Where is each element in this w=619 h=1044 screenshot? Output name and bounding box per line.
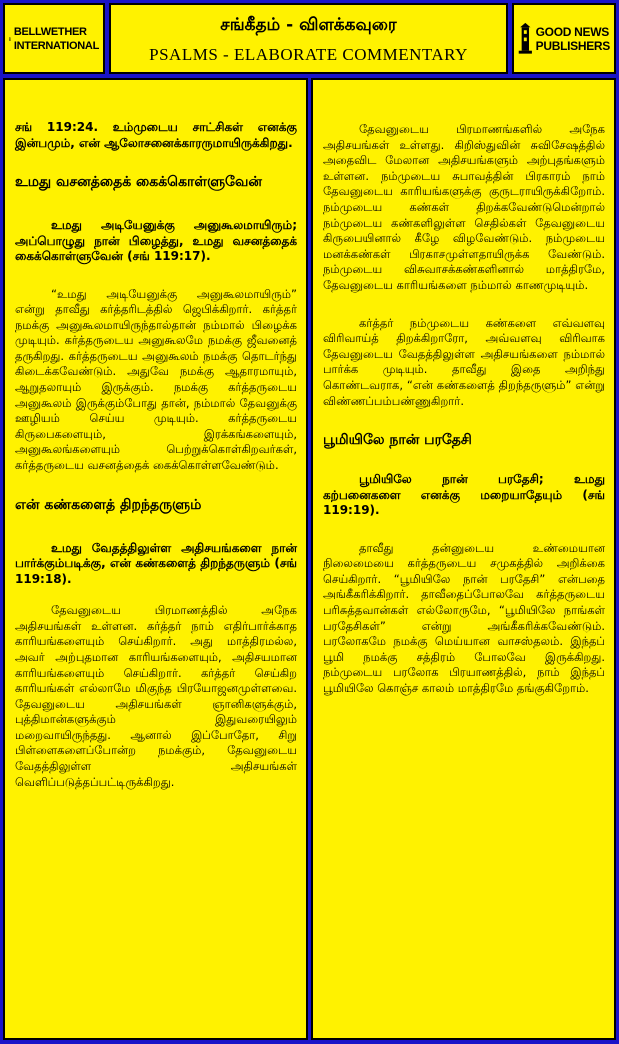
logo-line-2: PUBLISHERS (535, 38, 610, 53)
bellwether-sheep-icon (9, 17, 11, 61)
logo-line-2: INTERNATIONAL (13, 39, 99, 52)
section-heading-stranger: பூமியிலே நான் பரதேசி (323, 432, 472, 449)
verse-119-24: சங் 119:24. உம்முடைய சாட்சிகள் எனக்கு இன்பமும், என் ஆலோசனைக்காரருமாயிருக்கிறது. (15, 120, 297, 150)
paragraph: தேவனுடைய பிரமாணங்களில் அநேக அதிசயங்கள் உள்ளது. கிறிஸ்துவின் சுவிசேஷத்தில் அதைவிட மேலான அதிசயங்களும் அற்புதங்களும் உள்ளன. நம்முடைய சுபாவத்தின் பிரகாரம் நாம் தேவனுடைய காரியங்களுக்கு குருடராயிருக்கிறோம். நம்முடைய கண்கள் திறக்கவேண்டுமென்றால் நம்முடைய கண்களிலுள்ள செதில்கள் தேவனுடைய கிருபையினால் கீழே விழவேண்டும். நம்முடைய மனக்கண்கள் பிரகாசமுள்ளதாயிருக்க வேண்டும். நம்முடைய விசுவாசக்கண்களினால் மாத்திரமே, தேவனுடைய காரியங்களை நம்மால் காணமுடியும். (323, 122, 605, 292)
title-box (109, 3, 508, 74)
good-news-tower-icon (518, 17, 533, 61)
section-heading-keep-word: உமது வசனத்தைக் கைக்கொள்ளுவேன் (15, 174, 262, 190)
logo-line-1: GOOD NEWS (535, 24, 609, 39)
verse-119-19: பூமியிலே நான் பரதேசி; உமது கற்பனைகளை எனக்கு மறையாதேயும் (சங் 119:19). (323, 472, 605, 518)
right-column (311, 78, 616, 1040)
bellwether-logo-box (3, 3, 105, 74)
verse-119-18: உமது வேதத்திலுள்ள அதிசயங்களை நான் பார்க்கும்படிக்கு, என் கண்களைத் திறந்தருளும் (சங் 119:18). (15, 540, 297, 586)
logo-line-1: BELLWETHER (13, 25, 87, 38)
paragraph: தேவனுடைய பிரமாணத்தில் அநேக அதிசயங்கள் உள்ளன. கர்த்தர் நாம் எதிர்பார்க்காத காரியங்களையும் செய்கிறார். அது மாத்திரமல்ல, அவர் அற்புதமான காரியங்களையும், அதிசயமான காரியங்களையும் செய்கிறார். கர்த்தர் செய்கிற காரியங்கள் எல்லாமே மிகுந்த பிரயோஜனமுள்ளவை. தேவனுடைய அதிசயங்கள் ஞானிகளுக்கும், புத்திமான்களுக்கும் இதுவரையிலும் மறைவாயிருந்தது. ஆனால் இப்போதோ, சிறு பிள்ளைகளைப்போன்ற நமக்கும், தேவனுடைய வேதத்திலுள்ள அதிசயங்கள் வெளிப்படுத்தப்பட்டிருக்கிறது. (15, 603, 297, 789)
title-tamil: சங்கீதம் - விளக்கவுரை (220, 15, 397, 35)
title-english: PSALMS - ELABORATE COMMENTARY (149, 45, 468, 64)
section-heading-open-eyes: என் கண்களைத் திறந்தருளும் (15, 496, 202, 513)
paragraph: கர்த்தர் நம்முடைய கண்களை எவ்வளவு விரிவாய்த் திறக்கிறாரோ, அவ்வளவு விரிவாக தேவனுடைய வேதத்திலுள்ள அதிசயங்களை நம்மால் பார்க்க முடியும். தாவீது இதை அறிந்து கொண்டவராக, “என் கண்களைத் திறந்தருளும்” என்று விண்ணப்பம்பண்ணுகிறார். (323, 315, 605, 408)
good-news-logo-box (512, 3, 616, 74)
left-column (3, 78, 308, 1040)
paragraph: “உமது அடியேனுக்கு அனுகூலமாயிரும்” என்று தாவீது கர்த்தரிடத்தில் ஜெபிக்கிறார். கர்த்தர் நமக்கு அனுகூலமாயிருந்தால்தான் நம்மால் பிழைக்க முடியும். கர்த்தருடைய அனுகூலமே நமக்கு ஜீவனைத் தருகிறது. கர்த்தருடைய அனுகூலம் நமக்கு தொடர்ந்து கிடைக்கவேண்டும். அதுவே நமக்கு ஆதாரமாயும், ஆறுதலாயும் இருக்கும். நமக்கு கர்த்தருடைய அனுகூலம் இருக்கும்போது தான், நம்மால் தேவனுக்கு ஊழியம் செய்ய முடியும். கர்த்தருடைய கிருபைகளையும், இரக்கங்களையும், அனுகூலங்களையும் பெற்றுக்கொள்கிறவர்கள், கர்த்தருடைய வசனத்தைக் கைக்கொள்ளவேண்டும். (15, 286, 297, 473)
verse-119-17: உமது அடியேனுக்கு அனுகூலமாயிரும்; அப்பொழுது நான் பிழைத்து, உமது வசனத்தைக் கைக்கொள்ளுவேன் (சங் 119:17). (15, 218, 297, 263)
paragraph: தாவீது தன்னுடைய உண்மையான நிலைமையை கர்த்தருடைய சமுகத்தில் அறிக்கை செய்கிறார். “பூமியிலே நான் பரதேசி” என்பதை அங்கீகரிக்கிறார். தாவீதைப்போலவே கர்த்தருடைய பரிசுத்தவான்கள் எல்லோருமே, “பூமியிலே நாங்கள் பரதேசிகள்” என்று அங்கீகரிக்கவேண்டும். பரலோகமே நமக்கு மெய்யான வாசஸ்தலம். இந்தப் பூமி நமக்கு சத்திரம் போலவே இருக்கிறது. நம்முடைய பரலோக பிரயாணத்தில், நாம் இந்தப் பூமியிலே கொஞ்ச காலம் மாத்திரமே தங்குகிறோம். (323, 540, 605, 695)
